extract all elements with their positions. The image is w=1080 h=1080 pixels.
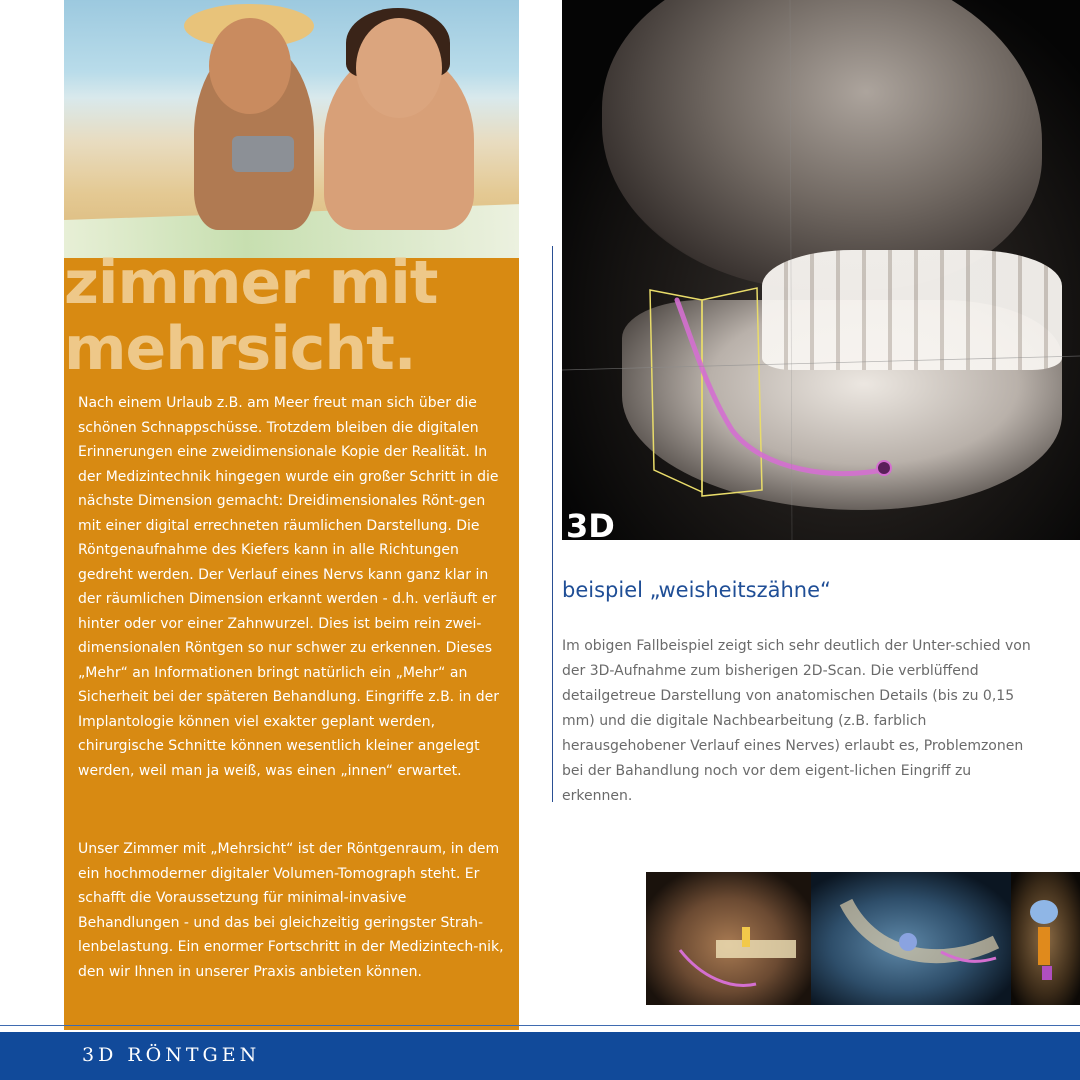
man-head [209, 18, 291, 114]
scan-thumbnails [646, 872, 1080, 1005]
xray-overlay [562, 0, 1080, 540]
example-subheading: beispiel „weisheitszähne“ [562, 578, 831, 602]
woman-head [356, 18, 442, 118]
thumb-crown-3 [1030, 900, 1058, 924]
grid-line [562, 356, 1080, 370]
headline-line-2: mehrsicht. [64, 314, 416, 384]
thumb-teeth-1 [716, 940, 796, 958]
divider-line [552, 246, 553, 802]
xray-3d-label: 3D [566, 507, 615, 545]
headline [64, 250, 437, 382]
footer-rule [0, 1025, 1080, 1026]
intro-paragraph: Nach einem Urlaub z.B. am Meer freut man sich über die schönen Schnappschüsse. Trotzdem bleiben die digitalen Erinnerungen eine zweidimensionale Kopie der Realität. In der Medizintechnik hingegen wurde ein großer Schritt in die nächste Dimension gemacht: Dreidimensionales Rönt-gen mit einer digital errechneten räumlichen Darstellung. Die Röntgenaufnahme des Kiefers kann in alle Richtungen gedreht werden. Der Verlauf eines Nervs kann ganz klar in der räumlichen Dimension erkannt werden - d.h. verläuft er hinter oder vor einer Zahnwurzel. Dies ist beim rein zwei-dimensionalen Röntgen so nur schwer zu erkennen. Dieses „Mehr“ an Informationen bringt natürlich ein „Mehr“ an Sicherheit bei der späteren Behandlung. Eingriffe z.B. in der Implantologie können viel exakter geplant werden, chirurgische Schnitte können wesentlich kleiner angelegt werden, weil man ja weiß, was einen „innen“ erwartet. [78, 395, 500, 779]
camera-icon [232, 136, 294, 172]
grid-line [790, 0, 792, 540]
xray-room-paragraph: Unser Zimmer mit „Mehrsicht“ ist der Röntgenraum, in dem ein hochmoderner digitaler Volumen-Tomograph steht. Er schafft die Voraussetzung für minimal-invasive Behandlungen - und das bei gleichzeitig geringster Strah-lenbelastung. Ein enormer Fortschritt in der Medizintech-nik, den wir Ihnen in unserer Praxis anbieten können. [78, 841, 504, 980]
thumbnail-overlay [646, 872, 1080, 1005]
selection-frame-back [650, 290, 702, 492]
nerve-path [677, 300, 882, 474]
xray-3d-image [562, 0, 1080, 540]
thumb-implant-2 [899, 933, 917, 951]
footer-title: 3D RÖNTGEN [82, 1044, 261, 1066]
beach-couple-photo [64, 0, 519, 258]
nerve-end-marker [877, 461, 891, 475]
headline-line-1: zimmer mit [64, 248, 438, 318]
example-paragraph: Im obigen Fallbeispiel zeigt sich sehr deutlich der Unter-schied von der 3D-Aufnahme zum bisherigen 2D-Scan. Die verblüffend detailgetreue Darstellung von anatomischen Details (bis zu 0,15 mm) und die digitale Nachbearbeitung (z.B. farblich herausgehobener Verlauf eines Nerves) erlaubt es, Problemzonen bei der Bahandlung noch vor dem eigent-lichen Eingriff zu erkennen. [562, 638, 1031, 804]
thumb-root-3 [1042, 966, 1052, 980]
thumb-post-3 [1038, 927, 1050, 965]
thumb-implant-1 [742, 927, 750, 947]
thumb-jaw-2 [846, 902, 996, 956]
